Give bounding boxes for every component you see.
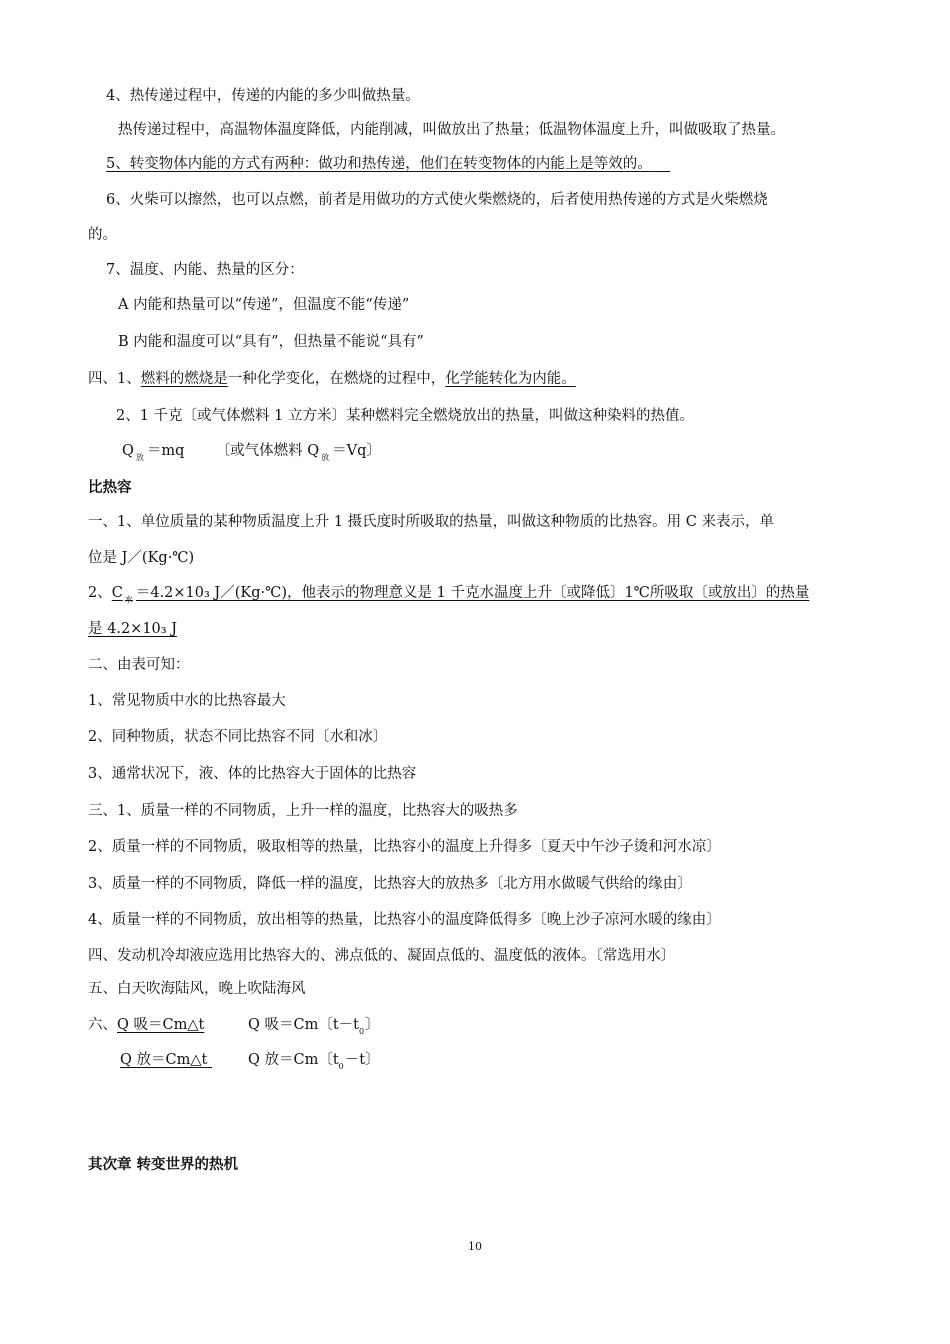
formula-q-absorb-subscript: 0 [359, 1027, 365, 1036]
formula-q-release-subscript: 0 [338, 1062, 344, 1071]
paragraph-shc-s3a: 三、1、质量一样的不同物质，上升一样的温度，比热容大的吸热多 [88, 803, 518, 819]
formula-q-release-expanded [248, 1050, 380, 1072]
formula-gas-text: 〔或气体燃料 Q [215, 443, 320, 459]
paragraph-shc-s4: 四、发动机冷却液应选用比热容大的、沸点低的、凝固点低的、温度低的液体。〔常选用水〕 [88, 948, 676, 964]
formula-q-subscript: 放 [135, 453, 144, 462]
formula-q-release-expanded-b: －t〕 [344, 1052, 380, 1068]
formula-q-release-text: Q 放＝Cm△t [120, 1052, 208, 1068]
paragraph-shc-s2a: 1、常见物质中水的比热容最大 [88, 693, 286, 709]
formula-q-absorb: Q 吸＝Cm△t [117, 1017, 205, 1033]
paragraph-shc-s3d: 4、质量一样的不同物质，放出相等的热量，比热容小的温度降低得多〔晚上沙子凉河水暖的缘由〕 [88, 912, 721, 928]
paragraph-heat-7a: A 内能和热量可以“传递”，但温度不能“传递” [118, 297, 410, 313]
fuel-mid: 一种化学变化，在燃烧的过程中， [227, 371, 446, 387]
shc-2-rest: ＝4.2×10₃ J／(Kg·℃)，他表示的物理意义是 1 千克水温度上升〔或降低〕1℃所吸取〔或放出〕的热量 [135, 585, 810, 601]
formula-gas-rest: ＝Vq〕 [332, 443, 381, 459]
chapter-title: 其次章 转变世界的热机 [88, 1157, 239, 1173]
fuel-prefix: 四、1、 [88, 371, 141, 387]
shc-2-underlined [111, 585, 810, 604]
section-title-specific-heat: 比热容 [88, 480, 132, 496]
formula-q-absorb-expanded-b: 〕 [365, 1017, 380, 1033]
formula-q-absorb-expanded [248, 1015, 380, 1037]
paragraph-heat-4: 4、热传递过程中，传递的内能的多少叫做热量。 [106, 88, 420, 104]
formula-q-rest: ＝mq [146, 443, 185, 459]
paragraph-fuel-2: 2、1 千克〔或气体燃料 1 立方米〕某种燃料完全燃烧放出的热量，叫做这种染料的热值。 [116, 408, 694, 424]
shc-2-c: C [111, 585, 123, 601]
paragraph-shc-s2: 二、由表可知： [88, 657, 190, 673]
paragraph-fuel-1 [88, 369, 576, 389]
paragraph-shc-1a: 一、1、单位质量的某种物质温度上升 1 摄氏度时所吸取的热量，叫做这种物质的比热容。用 C 来表示，单 [88, 514, 774, 530]
paragraph-heat-6b: 的。 [88, 227, 117, 243]
formula-q-release [120, 1050, 212, 1070]
fuel-underline-2: 化学能转化为内能。 [445, 371, 576, 387]
formula-gas-subscript: 放 [321, 453, 330, 462]
formula-q-release-expanded-a: Q 放＝Cm〔t [248, 1052, 339, 1068]
paragraph-heat-6a: 6、火柴可以擦然，也可以点燃，前者是用做功的方式使火柴燃烧的，后者使用热传递的方式是火柴燃烧 [106, 192, 768, 208]
fuel-underline-1: 燃料的燃烧是 [140, 371, 228, 387]
paragraph-shc-2b: 是 4.2×10₃ J [88, 621, 178, 637]
paragraph-shc-1b: 位是 J／(Kg·℃) [88, 550, 195, 566]
paragraph-shc-s2c: 3、通常状况下，液、体的比热容大于固体的比热容 [88, 766, 417, 782]
shc-2-prefix: 2、 [88, 585, 112, 601]
paragraph-heat-5 [106, 154, 670, 174]
paragraph-shc-s5: 五、白天吹海陆风，晚上吹陆海风 [88, 981, 306, 997]
formula-q-letter: Q [122, 443, 134, 459]
shc-2-subscript: 水 [124, 595, 133, 604]
formula-heat-value [122, 441, 381, 463]
paragraph-heat-5-text: 5、转变物体内能的方式有两种：做功和热传递，他们在转变物体的内能上是等效的。 [106, 156, 652, 172]
paragraph-shc-2a [88, 583, 809, 605]
formula-s6-prefix: 六、 [88, 1017, 117, 1033]
paragraph-shc-s3b: 2、质量一样的不同物质，吸取相等的热量，比热容小的温度上升得多〔夏天中午沙子烫和河水凉〕 [88, 839, 721, 855]
paragraph-shc-s2b: 2、同种物质，状态不同比热容不同〔水和冰〕 [88, 729, 388, 745]
paragraph-shc-s3c: 3、质量一样的不同物质，降低一样的温度，比热容大的放热多〔北方用水做暖气供给的缘由〕 [88, 876, 692, 892]
formula-line-absorb [88, 1015, 204, 1035]
paragraph-heat-7b: B 内能和温度可以“具有”，但热量不能说“具有” [118, 334, 424, 350]
page-number: 10 [468, 1240, 482, 1253]
paragraph-heat-7: 7、温度、内能、热量的区分： [106, 262, 304, 278]
paragraph-heat-4b: 热传递过程中，高温物体温度降低，内能削减，叫做放出了热量；低温物体温度上升，叫做吸取了热量。 [118, 122, 785, 138]
formula-q-absorb-expanded-a: Q 吸＝Cm〔t－t [248, 1017, 359, 1033]
